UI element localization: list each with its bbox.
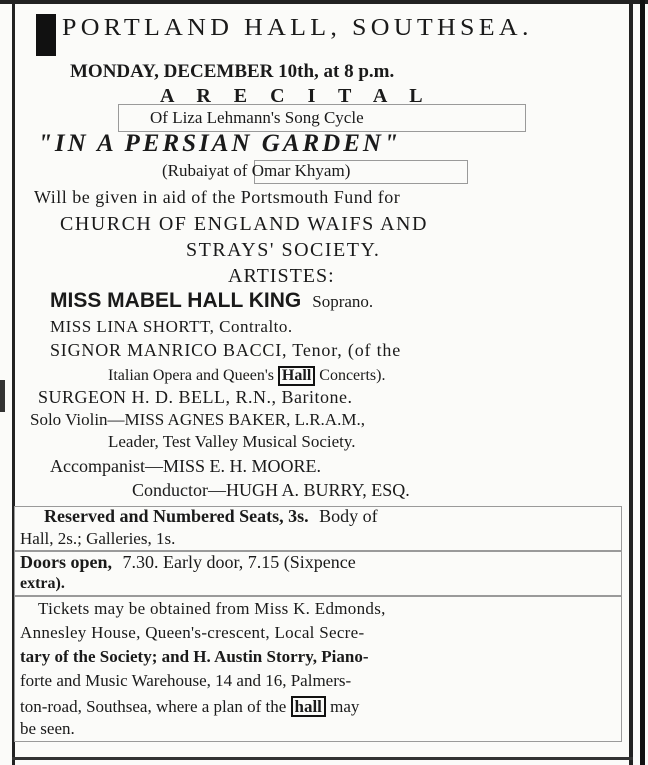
ton-pre: ton-road, Southsea, where a plan of the: [20, 697, 287, 716]
annesley-line: Annesley House, Queen's-crescent, Local Secre-: [20, 623, 365, 642]
header-title: PORTLAND HALL, SOUTHSEA.: [62, 15, 533, 41]
rubaiyat-line: (Rubaiyat of Omar Khyam): [162, 161, 351, 180]
aid-line: Will be given in aid of the Portsmouth Fund for: [34, 187, 401, 207]
garden-title: "IN A PERSIAN GARDEN": [38, 130, 401, 157]
italian-post: Concerts).: [319, 367, 386, 384]
drop-cap-block: [36, 14, 56, 56]
doors-line: [20, 553, 356, 571]
tary-line: tary of the Society; and H. Austin Storry, Piano-: [20, 647, 369, 666]
hall-prices-line: Hall, 2s.; Galleries, 1s.: [20, 529, 176, 548]
bell-line: SURGEON H. D. BELL, R.N., Baritone.: [38, 387, 353, 407]
church-line: CHURCH OF ENGLAND WAIFS AND: [60, 213, 428, 235]
extra-line: extra).: [20, 575, 65, 592]
hall-highlight: Hall: [278, 366, 315, 386]
artistes-heading: ARTISTES:: [228, 265, 335, 287]
right-rule: [629, 0, 633, 765]
conductor-line: Conductor—HUGH A. BURRY, ESQ.: [132, 480, 410, 500]
violin-line: Solo Violin—MISS AGNES BAKER, L.R.A.M.,: [30, 410, 365, 429]
ton-post: may: [330, 697, 360, 716]
forte-line: forte and Music Warehouse, 14 and 16, Palmers-: [20, 671, 352, 690]
mabel-role: Soprano.: [312, 292, 374, 311]
seen-line: be seen.: [20, 719, 75, 738]
accompanist-line: Accompanist—MISS E. H. MOORE.: [50, 456, 321, 476]
reserved-bold: Reserved and Numbered Seats, 3s.: [44, 506, 309, 526]
bottom-rule: [12, 757, 633, 760]
mabel-line: [50, 290, 373, 311]
doors-rest: 7.30. Early door, 7.15 (Sixpence: [122, 552, 356, 572]
right-outer-rule: [640, 0, 645, 765]
ton-line: [20, 696, 359, 717]
reserved-line: [44, 507, 378, 525]
strays-line: STRAYS' SOCIETY.: [186, 239, 381, 261]
song-cycle-line: Of Liza Lehmann's Song Cycle: [150, 108, 364, 127]
hall-highlight-2: hall: [291, 696, 326, 717]
doors-bold: Doors open,: [20, 552, 113, 572]
edge-mark: [0, 380, 5, 412]
mabel-name: MISS MABEL HALL KING: [50, 289, 302, 312]
bacci-line: SIGNOR MANRICO BACCI, Tenor, (of the: [50, 340, 401, 360]
italian-line: [108, 366, 385, 386]
lina-line: MISS LINA SHORTT, Contralto.: [50, 317, 293, 336]
leader-line: Leader, Test Valley Musical Society.: [108, 432, 356, 451]
reserved-rest: Body of: [319, 506, 378, 526]
top-rule: [0, 0, 648, 4]
recital-heading: A R E C I T A L: [160, 85, 432, 107]
tickets-line: Tickets may be obtained from Miss K. Edmonds,: [38, 599, 386, 618]
italian-pre: Italian Opera and Queen's: [108, 367, 274, 384]
event-date: MONDAY, DECEMBER 10th, at 8 p.m.: [70, 61, 395, 82]
